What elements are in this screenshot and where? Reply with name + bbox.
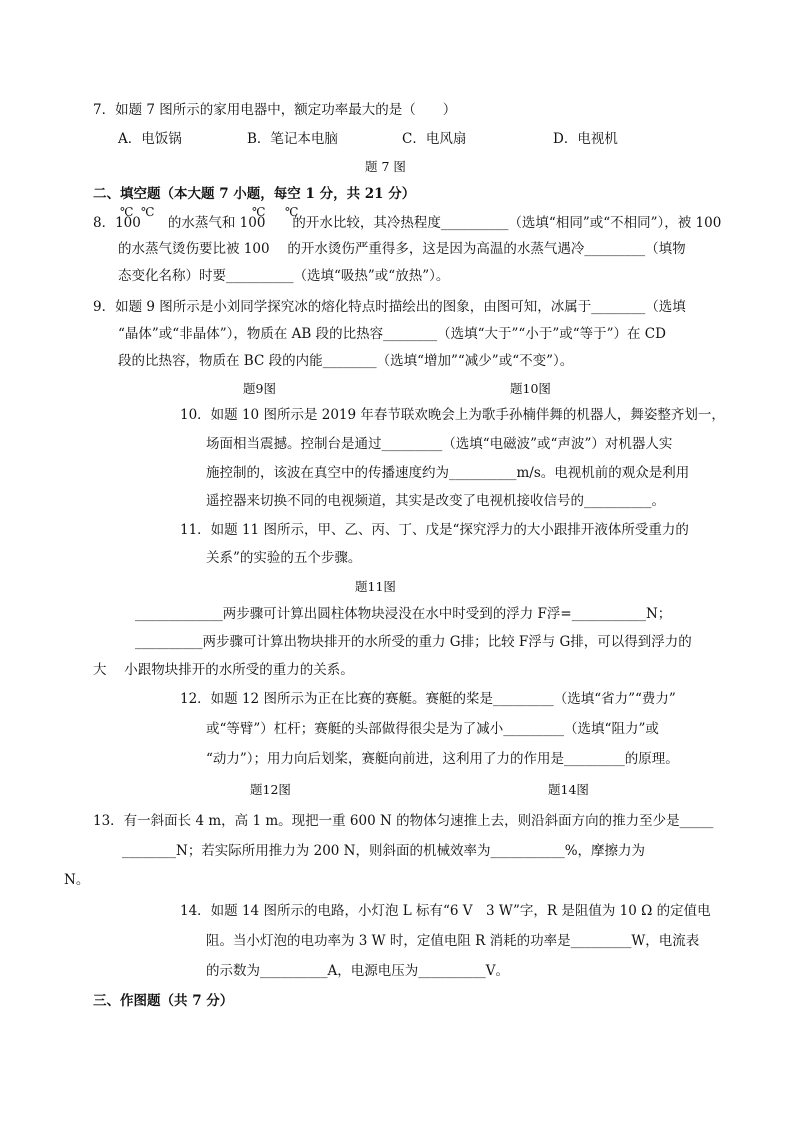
q11-line3: _____________两步骤可计算出圆柱体物块浸没在水中时受到的浮力 F浮=___________N； [135, 606, 672, 622]
q9-line2: “晶体”或“非晶体”），物质在 AB 段的比热容________（选填“大于”“小于”或“等于”）在 CD [118, 326, 666, 342]
q14-line3: 的示数为__________A，电源电压为__________V。 [206, 963, 509, 979]
q7-figure-caption: 题 7 图 [365, 159, 406, 174]
section3-heading: 三、作图题（共 7 分） [93, 993, 234, 1009]
q8-degree-symbol-3: ℃ [252, 205, 266, 219]
q12-line3: “动力”）；用力向后划桨，赛艇向前进，这利用了力的作用是_________的原理。 [206, 751, 679, 767]
q8-line1: 8．100 的水蒸气和 100 的开水比较，其冷热程度__________（选填“相同”或“不相同”），被 100 [93, 215, 722, 231]
q7-option-d: D．电视机 [553, 131, 618, 147]
q10-line3: 施控制的，该波在真空中的传播速度约为__________m/s。电视机前的观众是利用 [206, 465, 690, 481]
q11-figure-caption: 题11图 [355, 579, 396, 594]
q13-line2: ________N；若实际所用推力为 200 N，则斜面的机械效率为___________%，摩擦力为 [122, 843, 646, 859]
q7-option-c: C．电风扇 [402, 131, 467, 147]
q8-degree-symbol-2: ℃ [141, 205, 155, 219]
q8-degree-symbol-1: ℃ [120, 205, 134, 219]
q11-line2: 关系”的实验的五个步骤。 [206, 550, 362, 566]
q13-line1: 13．有一斜面长 4 m，高 1 m。现把一重 600 N 的物体匀速推上去，则沿斜面方向的推力至少是_____ [93, 813, 714, 829]
q11-line5: 大 小跟物块排开的水所受的重力的关系。 [93, 662, 354, 678]
q7-option-b: B．笔记本电脑 [247, 131, 338, 147]
q8-degree-symbol-4: ℃ [285, 205, 299, 219]
q9-line3: 段的比热容，物质在 BC 段的内能________（选填“增加”“减少”或“不变”）。 [118, 353, 574, 369]
q9-line1: 9．如题 9 图所示是小刘同学探究冰的熔化特点时描绘出的图象，由图可知，冰属于________（选填 [93, 299, 686, 315]
q14-line1: 14．如题 14 图所示的电路，小灯泡 L 标有“6 V 3 W”字，R 是阻值为 10 Ω 的定值电 [180, 903, 711, 919]
q10-line4: 遥控器来切换不同的电视频道，其实是改变了电视机接收信号的__________。 [206, 493, 665, 509]
q10-figure-caption: 题10图 [510, 381, 551, 396]
q8-line3: 态变化名称）时要__________（选填“吸热”或“放热”）。 [118, 268, 450, 284]
q12-figure-caption: 题12图 [250, 782, 291, 797]
q14-line2: 阻。当小灯泡的电功率为 3 W 时，定值电阻 R 消耗的功率是_________W，电流表 [206, 933, 700, 949]
q8-line2: 的水蒸气烫伤要比被 100 的开水烫伤严重得多，这是因为高温的水蒸气遇冷_________（填物 [118, 241, 686, 257]
q13-line3: N。 [64, 872, 90, 888]
q10-line1: 10．如题 10 图所示是 2019 年春节联欢晚会上为歌手孙楠伴舞的机器人，舞姿整齐划一， [180, 407, 725, 423]
q7-stem: 7．如题 7 图所示的家用电器中，额定功率最大的是（ ） [93, 102, 457, 118]
q11-line4: __________两步骤可计算出物块排开的水所受的重力 G排；比较 F浮与 G排，可以得到浮力的 [135, 634, 692, 650]
section2-heading: 二、填空题（本大题 7 小题，每空 1 分，共 21 分） [93, 186, 416, 202]
q14-figure-caption: 题14图 [548, 782, 589, 797]
q11-line1: 11．如题 11 图所示，甲、乙、丙、丁、戊是“探究浮力的大小跟排开液体所受重力的 [180, 522, 689, 538]
q12-line2: 或“等臂”）杠杆；赛艇的头部做得很尖是为了减小_________（选填“阻力”或 [206, 721, 659, 737]
q7-option-a: A．电饭锅 [118, 131, 182, 147]
q10-line2: 场面相当震撼。控制台是通过_________（选填“电磁波”或“声波”）对机器人实 [206, 436, 673, 452]
q12-line1: 12．如题 12 图所示为正在比赛的赛艇。赛艇的桨是_________（选填“省力”“费力” [180, 691, 676, 707]
q9-figure-caption: 题9图 [243, 381, 276, 396]
